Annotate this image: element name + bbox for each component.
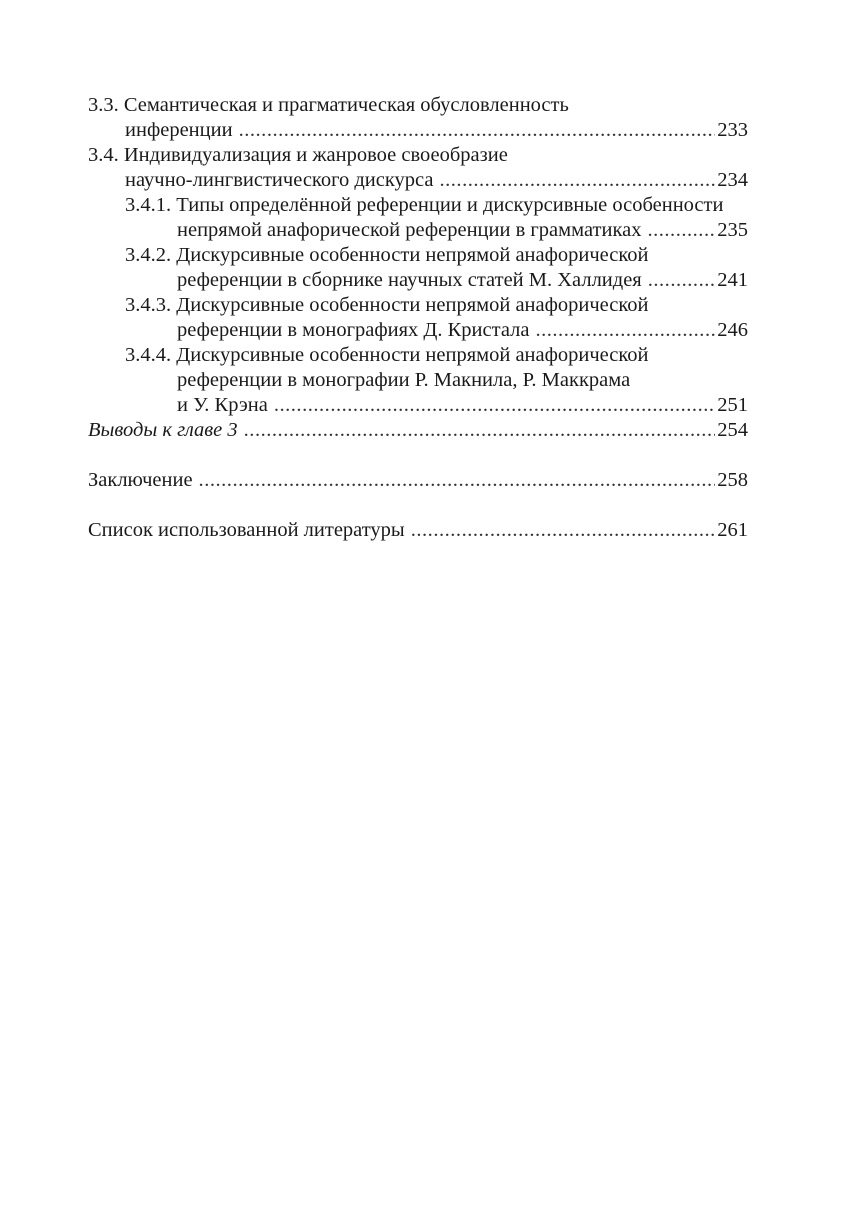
toc-entry-first-line — [88, 193, 748, 218]
toc-entry-title: Дискурсивные особенности непрямой анафорической — [176, 294, 649, 316]
toc-entry-first-line — [88, 293, 748, 318]
toc-entry-number: 3.4.1. — [125, 194, 172, 216]
toc-entry-3-4[interactable] — [88, 143, 748, 193]
toc-entry-title: Индивидуализация и жанровое своеобразие — [123, 144, 508, 166]
toc-page-number: 234 — [717, 169, 748, 191]
toc-entry-title-end: и У. Крэна — [177, 394, 268, 416]
toc-page-number: 254 — [717, 419, 748, 441]
dot-leader — [647, 218, 715, 243]
dot-leader — [439, 168, 715, 193]
toc-entry-title: Дискурсивные особенности непрямой анафорической — [176, 244, 649, 266]
dot-leader — [648, 268, 716, 293]
toc-entry-title-end: научно-лингвистического дискурса — [125, 169, 434, 191]
toc-entry-number: 3.3. — [88, 94, 119, 116]
toc-entry-last-line — [88, 168, 748, 193]
toc-page-number: 241 — [717, 269, 748, 291]
toc-entry-conclusion[interactable] — [88, 468, 748, 493]
toc-entry-number: 3.4.2. — [125, 244, 172, 266]
toc-entry-title-end: референции в монографиях Д. Кристала — [177, 319, 530, 341]
toc-page-number: 235 — [717, 219, 748, 241]
dot-leader — [411, 518, 716, 543]
toc-entry-last-line — [88, 218, 748, 243]
toc-entry-chapter-3-conclusions[interactable] — [88, 418, 748, 443]
toc-entry-3-3[interactable] — [88, 93, 748, 143]
toc-entry-first-line — [88, 93, 748, 118]
toc-page-number: 246 — [717, 319, 748, 341]
toc-entry-number: 3.4.3. — [125, 294, 172, 316]
toc-entry-title-end: референции в сборнике научных статей М. Халлидея — [177, 269, 642, 291]
toc-entry-title: Типы определённой референции и дискурсивные особенности — [176, 194, 724, 216]
dot-leader — [239, 118, 716, 143]
toc-entry-3-4-2[interactable] — [88, 243, 748, 293]
toc-entry-first-line — [88, 243, 748, 268]
dot-leader — [274, 393, 715, 418]
toc-entry-title-end: непрямой анафорической референции в грамматиках — [177, 219, 642, 241]
toc-entry-3-4-3[interactable] — [88, 293, 748, 343]
toc-page-number: 233 — [717, 119, 748, 141]
table-of-contents — [88, 93, 748, 543]
toc-page-number: 261 — [717, 519, 748, 541]
toc-entry-line — [88, 518, 748, 543]
toc-entry-references[interactable] — [88, 518, 748, 543]
toc-entry-title: Дискурсивные особенности непрямой анафорической — [176, 344, 649, 366]
toc-entry-number: 3.4.4. — [125, 344, 172, 366]
toc-page-number: 258 — [717, 469, 748, 491]
toc-entry-title: Список использованной литературы — [88, 519, 405, 541]
toc-entry-last-line — [88, 268, 748, 293]
toc-entry-number: 3.4. — [88, 144, 119, 166]
toc-entry-last-line — [88, 318, 748, 343]
toc-entry-title: Заключение — [88, 469, 193, 491]
dot-leader — [244, 418, 716, 443]
toc-entry-first-line — [88, 343, 748, 368]
toc-entry-3-4-4[interactable] — [88, 343, 748, 418]
toc-entry-title: Семантическая и прагматическая обусловленность — [123, 94, 569, 116]
spacer — [88, 493, 748, 518]
toc-entry-middle-line: референции в монографии Р. Макнила, Р. Маккрама — [177, 369, 631, 391]
toc-entry-title: Выводы к главе 3 — [88, 419, 238, 441]
toc-entry-last-line — [88, 393, 748, 418]
toc-entry-title-end: инференции — [125, 119, 233, 141]
spacer — [88, 443, 748, 468]
dot-leader — [535, 318, 715, 343]
toc-page-number: 251 — [717, 394, 748, 416]
toc-entry-first-line — [88, 143, 748, 168]
dot-leader — [199, 468, 716, 493]
toc-entry-line — [88, 418, 748, 443]
toc-entry-last-line — [88, 118, 748, 143]
toc-entry-3-4-1[interactable] — [88, 193, 748, 243]
toc-entry-line — [88, 468, 748, 493]
